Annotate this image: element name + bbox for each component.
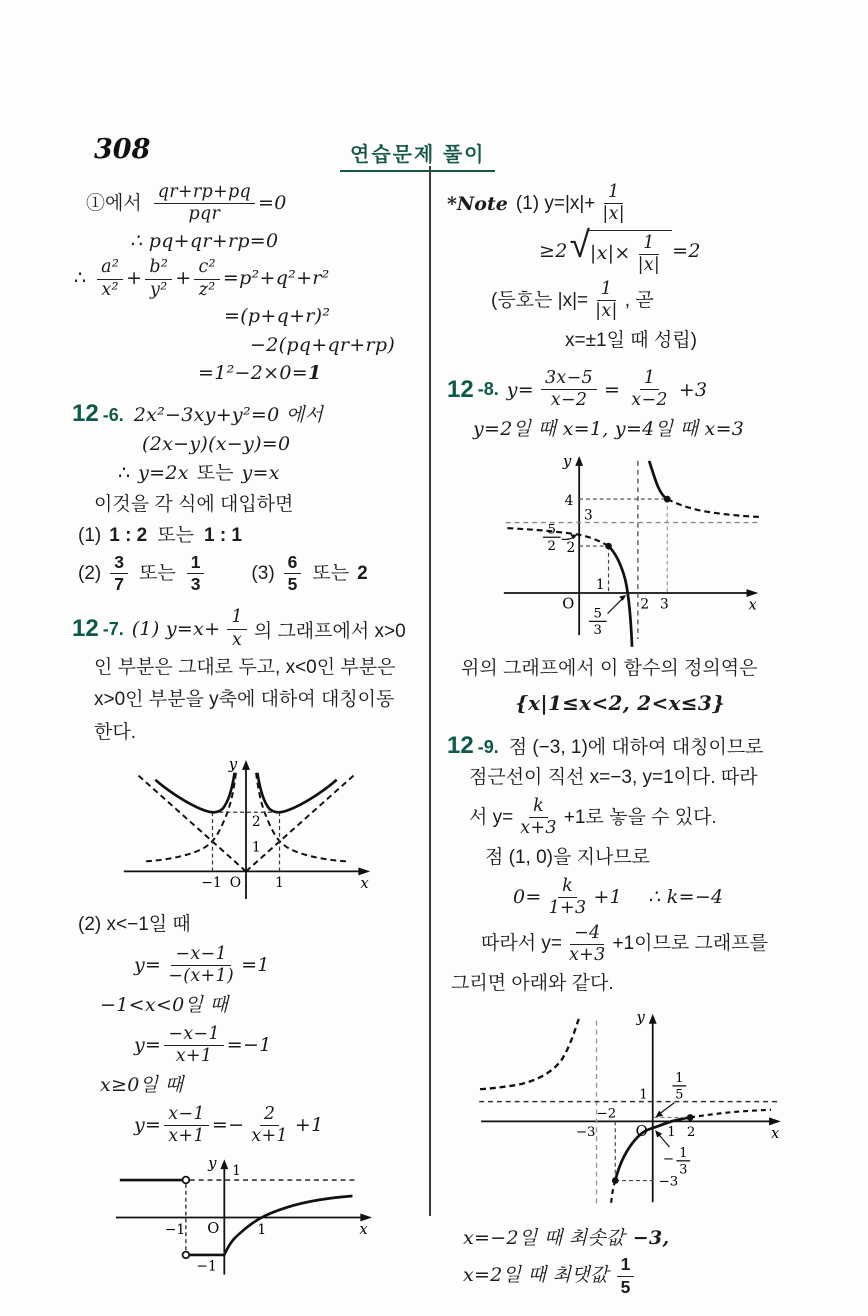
solid-curve-left-branch (155, 773, 234, 813)
problem-number: 12 (72, 615, 99, 642)
p128-domain-text: 위의 그래프에서 이 함수의 정의역은 (461, 658, 758, 679)
fraction-denominator: x (232, 629, 243, 650)
label-5-over-3-den: 3 (593, 623, 602, 639)
y-axis-arrow (242, 760, 250, 770)
p129-line3b: +1로 놓을 수 있다. (563, 806, 717, 828)
label-5-over-2-num: 5 (547, 522, 556, 538)
arrowhead (619, 595, 626, 601)
intro-line1-suffix: =0 (258, 191, 287, 214)
plus-sign: + (175, 267, 192, 290)
p127-line1b: 의 그래프에서 x>0 (253, 620, 406, 642)
open-point-minus1-1 (183, 1177, 190, 1184)
fraction-numerator: −x−1 (164, 1025, 224, 1046)
p129-line5b: +1이므로 그래프를 (612, 933, 768, 955)
fraction-denominator: x+1 (168, 1126, 205, 1146)
open-point-minus1-minus1 (183, 1252, 190, 1259)
tick-y-2: 2 (566, 539, 576, 556)
tick-x-1: 1 (595, 577, 605, 594)
problem-subnumber: -8. (477, 379, 499, 400)
intro-line2: ∴ pq+qr+rp=0 (130, 229, 279, 252)
x-axis-label: x (360, 875, 369, 893)
fraction-denominator: 3 (190, 574, 201, 594)
tick-y-1: 1 (639, 1087, 648, 1103)
label-1-over-5-den: 5 (675, 1087, 684, 1103)
dashed-branch-upper-left (477, 1018, 579, 1089)
fraction-numerator: k (558, 877, 577, 898)
graph-hyperbola-12-9 (474, 1007, 792, 1219)
eq-lhs: 0= (513, 885, 542, 908)
p129-result2: x=2일 때 최댓값 (463, 1264, 609, 1287)
tick-y-minus1: −1 (196, 1258, 217, 1275)
fraction (545, 877, 591, 919)
fraction (110, 553, 128, 595)
eq-mid: =− (211, 1113, 245, 1136)
intro-line5: −2(pq+qr+rp) (250, 333, 396, 356)
fraction-numerator: 1 (227, 608, 246, 629)
square-root (569, 223, 673, 276)
arrow-to-x-intercept (608, 598, 624, 614)
p129-line4: 점 (1, 0)을 지나므로 (485, 846, 651, 868)
tick-minus-1: −1 (201, 875, 222, 892)
fraction-numerator: qr+rp+pq (154, 183, 255, 204)
fraction-denominator: −(x+1) (168, 966, 235, 986)
problem-number: 12 (447, 375, 474, 403)
item-label: (1) (78, 525, 102, 546)
p129-line5a: 따라서 y= (481, 933, 562, 955)
origin-label: O (635, 1122, 648, 1140)
fraction (154, 183, 255, 225)
tick-x-minus2: −2 (596, 1105, 617, 1121)
origin-label: O (207, 1220, 220, 1238)
fraction (164, 1025, 224, 1067)
y-axis-label: y (636, 1008, 645, 1026)
fraction-numerator: −x−1 (171, 945, 231, 966)
fraction (284, 553, 302, 595)
item-label: (2) (78, 562, 102, 584)
fraction-denominator: x² (101, 279, 119, 300)
fraction-numerator: k (529, 797, 548, 818)
fraction-denominator: x−2 (631, 390, 668, 411)
p129-line6: 그리면 아래와 같다. (451, 973, 614, 994)
graph-hyperbola-12-8 (496, 451, 770, 647)
fraction (164, 945, 238, 987)
arrow-to-one-fifth (659, 1102, 675, 1114)
fraction-denominator: 5 (287, 574, 298, 594)
graph-piecewise-rational (108, 1154, 384, 1278)
tick-x-1: 1 (257, 1222, 267, 1239)
dashed-branch-right (690, 1109, 771, 1117)
tick-1: 1 (275, 875, 284, 892)
asymptote-y-equals-minus-x (138, 775, 246, 872)
label-1-over-5-num: 1 (675, 1070, 684, 1086)
p126-ans3b: 2 (357, 562, 368, 584)
fraction (97, 258, 123, 300)
intro-line3-rhs: =p²+q²+r² (222, 267, 330, 290)
p126-line4: 이것을 각 식에 대입하면 (94, 493, 294, 515)
x-axis-label: x (359, 1221, 368, 1239)
p128-eq-lhs: y= (506, 378, 534, 401)
y-axis-label: y (228, 756, 238, 774)
p126-line1: 2x²−3xy+y²=0 에서 (133, 404, 324, 426)
eq-tail: +1 (294, 1113, 324, 1136)
problem-12-9 (447, 732, 819, 1297)
fraction-numerator: 1 (187, 553, 205, 574)
p127-line2: 인 부분은 그대로 두고, x<0인 부분은 (94, 656, 396, 678)
origin-label: O (562, 595, 575, 613)
page-header: 연습문제 풀이 (340, 138, 495, 172)
fraction-numerator: b² (145, 258, 172, 279)
origin-label: O (229, 875, 242, 892)
fraction-numerator: 1 (639, 234, 658, 255)
solid-branch-upper (649, 461, 667, 499)
y-axis-arrow (575, 456, 583, 466)
x-axis-label: x (748, 596, 757, 614)
fraction-denominator: x+3 (520, 818, 557, 839)
eq-lhs: y= (134, 1033, 162, 1056)
p128-domain-set: {x|1≤x<2, 2<x≤3} (515, 690, 726, 715)
note-geq: ≥2 (539, 240, 568, 263)
fraction (591, 280, 622, 322)
asymptote-y-equals-x (246, 775, 354, 872)
fraction (516, 797, 561, 839)
fraction-numerator: a² (97, 258, 123, 279)
tick-y-4: 4 (564, 492, 574, 509)
eq-rhs: =1 (241, 953, 270, 976)
right-column (447, 178, 819, 1302)
fraction-denominator: x+1 (251, 1126, 288, 1146)
note-tag: *Note (447, 192, 508, 215)
fraction (194, 258, 219, 300)
fraction-numerator: 3 (110, 553, 128, 574)
column-divider (429, 166, 431, 1216)
fraction (187, 553, 205, 595)
problem-number: 12 (72, 400, 99, 427)
label-1-over-3-num: 1 (679, 1145, 688, 1161)
fraction-numerator: 2 (260, 1105, 279, 1126)
tick-y-2: 2 (251, 814, 261, 831)
dashed-branch-right (667, 499, 760, 517)
eq-lhs: y= (134, 953, 162, 976)
fraction-denominator: x−2 (550, 390, 588, 411)
left-column (72, 178, 420, 1286)
tick-y-minus3: −3 (658, 1173, 679, 1189)
fraction-numerator: −4 (570, 924, 604, 945)
problem-12-7 (72, 608, 420, 1278)
fraction (627, 369, 672, 411)
plus-sign: + (126, 267, 143, 290)
fraction-numerator: 1 (617, 1255, 635, 1276)
therefore-symbol: ∴ (118, 462, 131, 484)
x-axis-arrow (360, 1214, 372, 1222)
x-axis-label: x (771, 1124, 780, 1142)
fraction-denominator: pqr (188, 204, 221, 225)
eq-conclusion: ∴ k=−4 (648, 885, 724, 908)
p128-eq-mid: = (604, 378, 621, 401)
solution-intro (72, 183, 420, 386)
p126-ans1b: 1 : 1 (203, 525, 243, 546)
graph-abs-x-plus-inverse (108, 755, 384, 903)
fraction-denominator: |x| (637, 254, 661, 275)
problem-12-8 (447, 369, 819, 718)
note-line3a: (등호는 |x|= (491, 289, 589, 311)
dashed-branch-below-minimum (611, 1180, 615, 1206)
fraction (565, 924, 610, 966)
p129-line2: 점근선이 직선 x=−3, y=1이다. 따라 (469, 766, 758, 788)
fraction-denominator: 5 (620, 1276, 631, 1297)
eq-rhs: =−1 (226, 1033, 272, 1056)
x-axis-arrow (358, 868, 370, 876)
fraction (598, 183, 629, 225)
label-minus-sign: − (662, 1151, 675, 1167)
tick-y-1: 1 (251, 839, 261, 856)
note-line4: x=±1일 때 성립) (565, 329, 697, 351)
fraction-denominator: x+3 (568, 944, 606, 965)
p126-line2: (2x−y)(x−y)=0 (142, 433, 291, 455)
solid-curve-x-positive (224, 1196, 352, 1255)
y-axis-label: y (208, 1155, 217, 1173)
tick-x-2: 2 (640, 596, 650, 613)
y-axis-arrow (220, 1160, 228, 1170)
tick-y-1: 1 (232, 1163, 241, 1180)
tick-x-minus3: −3 (575, 1124, 596, 1140)
p127-case3-head: x≥0일 때 (100, 1074, 184, 1097)
therefore-symbol: ∴ (74, 268, 87, 290)
tick-x-1: 1 (667, 1124, 676, 1140)
fraction-numerator: 1 (640, 369, 659, 390)
item-label: (3) (251, 562, 275, 584)
y-axis-arrow (649, 1013, 657, 1023)
fraction-denominator: |x| (602, 204, 625, 225)
p126-or: 또는 (138, 562, 176, 584)
fraction (164, 1105, 209, 1147)
eq-mid: +1 (593, 885, 623, 908)
tick-x-2: 2 (686, 1124, 696, 1140)
fraction-numerator: 1 (597, 280, 616, 301)
intro-line1-prefix: ①에서 (86, 192, 142, 214)
fraction-numerator: c² (194, 258, 219, 279)
note-eq2: =2 (672, 240, 701, 263)
p127-case1-head: (2) x<−1일 때 (78, 914, 191, 936)
p127-line3: x>0인 부분을 y축에 대하여 대칭이동 (94, 689, 395, 711)
p127-line1a: (1) y=x+ (131, 618, 221, 640)
p128-line2: y=2일 때 x=1, y=4일 때 x=3 (473, 417, 745, 440)
tick-x-3: 3 (659, 596, 669, 613)
problem-number: 12 (447, 731, 474, 759)
fraction-denominator: 1+3 (548, 898, 587, 919)
fraction-denominator: y² (150, 279, 168, 300)
intro-line6: =1²−2×0= (198, 362, 308, 385)
p126-or: 또는 (157, 525, 194, 546)
y-axis-label: y (563, 452, 572, 470)
page-number: 308 (94, 134, 151, 165)
tick-y-3: 3 (584, 507, 593, 524)
fraction-numerator: 1 (604, 183, 623, 204)
fraction (617, 1255, 635, 1297)
dashed-curve-one-over-x-left (145, 773, 235, 862)
p126-or: 또는 (196, 462, 234, 484)
radical-sign: √ (569, 223, 590, 265)
intro-line6-result: 1 (307, 362, 322, 385)
p126-or: 또는 (312, 562, 350, 584)
p129-min-value: −3, (632, 1226, 670, 1249)
fraction-numerator: 3x−5 (541, 369, 597, 390)
x-axis-arrow (769, 1117, 781, 1125)
p126-sol2: y=x (241, 461, 280, 484)
fraction (145, 258, 172, 300)
endpoint-3-4 (664, 496, 671, 503)
p129-line3a: 서 y= (469, 806, 514, 828)
note-block (447, 183, 819, 355)
fraction (247, 1105, 292, 1147)
problem-12-6 (72, 400, 420, 594)
problem-subnumber: -6. (102, 405, 124, 425)
label-1-over-3-den: 3 (679, 1162, 688, 1178)
label-5-over-3-num: 5 (593, 606, 602, 622)
fraction-denominator: x+1 (175, 1046, 213, 1066)
p129-line1: 점 (−3, 1)에 대하여 대칭이므로 (508, 736, 764, 758)
p128-eq-tail: +3 (678, 378, 708, 401)
tick-x-minus1: −1 (164, 1222, 186, 1239)
fraction (541, 369, 597, 411)
p126-ans1a: 1 : 2 (109, 525, 148, 546)
p126-sol1: y=2x (138, 461, 189, 484)
fraction-numerator: 6 (284, 553, 302, 574)
radicand-left: |x|× (589, 242, 631, 265)
solid-curve-right-branch (257, 773, 336, 813)
fraction-numerator: x−1 (164, 1105, 209, 1126)
note-line3b: , 곧 (624, 289, 654, 311)
endpoint-1-2 (605, 543, 612, 550)
p129-result1: x=−2일 때 최솟값 (463, 1226, 625, 1249)
fraction (227, 608, 246, 650)
eq-lhs: y= (134, 1113, 162, 1136)
fraction-denominator: 7 (114, 574, 124, 594)
point-minus2-minus3 (612, 1177, 619, 1184)
problem-subnumber: -9. (477, 736, 499, 757)
problem-subnumber: -7. (102, 618, 124, 639)
fraction-denominator: |x| (595, 301, 618, 322)
label-5-over-2-den: 2 (547, 538, 556, 554)
fraction (634, 234, 665, 276)
fraction-denominator: z² (198, 279, 216, 300)
p127-line4: 한다. (94, 721, 136, 743)
intro-line4: =(p+q+r)² (224, 304, 331, 327)
note-line1a: (1) y=|x|+ (515, 192, 596, 214)
p127-case2-head: −1<x<0일 때 (100, 994, 229, 1017)
dashed-curve-one-over-x-right (256, 773, 346, 862)
point-2-one-fifth (687, 1114, 694, 1121)
